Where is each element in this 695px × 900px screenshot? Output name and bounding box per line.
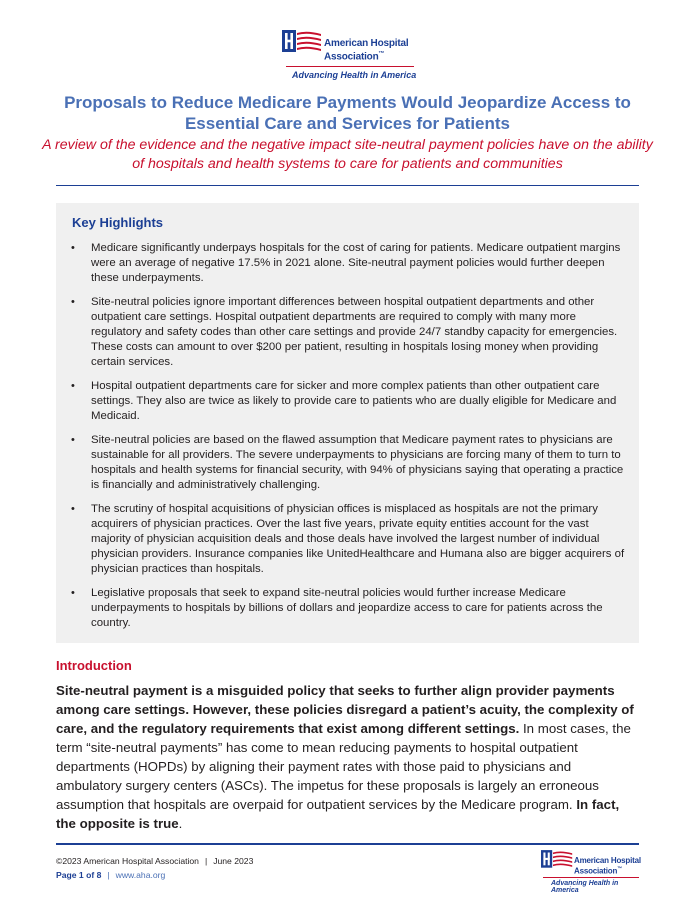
logo-divider bbox=[543, 877, 639, 878]
intro-bold-close: In fact, the opposite is true bbox=[56, 797, 620, 831]
bullet-icon: • bbox=[71, 587, 75, 599]
bullet-icon: • bbox=[71, 380, 75, 392]
bullet-icon: • bbox=[71, 296, 75, 308]
list-item bbox=[70, 433, 626, 493]
list-item-text: The scrutiny of hospital acquisitions of physician offices is misplaced as hospitals are not the primary acquirers of physician practices. Over the last five years, private equity entities account for the vast majority of physician acquisition deals and those deals have involved the largest number of individual physician providers. Insurance companies like UnitedHealthcare and Humana also are bigger acquirers of physician practices than hospitals. bbox=[91, 503, 625, 575]
brand-name-line1: American Hospital bbox=[324, 38, 409, 49]
brand-name-line2: Association bbox=[574, 866, 618, 876]
bullet-icon: • bbox=[71, 503, 75, 515]
aha-h-flag-logo-icon bbox=[282, 30, 322, 56]
header-divider bbox=[56, 185, 639, 186]
footer-divider bbox=[56, 843, 639, 845]
intro-bold-lead: Site-neutral payment is a misguided policy that seeks to further align provider payments among care settings. However, these policies disregard a patient’s acuity, the complexity of care, and the regulatory requirements that exist among different settings. bbox=[56, 683, 634, 736]
footer-url-link[interactable]: www.aha.org bbox=[115, 870, 166, 880]
brand-tagline: Advancing Health in America bbox=[551, 880, 619, 894]
list-item bbox=[70, 295, 626, 370]
intro-body: In most cases, the term “site-neutral payments” has come to mean reducing payments to hospital outpatient departments (HOPDs) by aligning their payment rates with those paid to physicians and ambulatory surgery centers (ASCs). The impetus for these proposals is largely an erroneous assumption that hospitals are overpaid for outpatient services by the Medicare program. bbox=[56, 721, 631, 812]
aha-h-flag-logo-icon bbox=[541, 850, 573, 871]
bullet-icon: • bbox=[71, 242, 75, 254]
aha-logo bbox=[282, 30, 422, 80]
bullet-icon: • bbox=[71, 434, 75, 446]
trademark: ™ bbox=[617, 866, 622, 872]
footer-separator: | bbox=[107, 870, 110, 880]
footer-separator: | bbox=[204, 856, 208, 866]
brand-name-line1: American Hospital bbox=[574, 856, 641, 865]
aha-footer-logo bbox=[541, 850, 641, 894]
introduction-heading: Introduction bbox=[56, 658, 132, 673]
intro-close-punct: . bbox=[178, 816, 183, 831]
page-subtitle: A review of the evidence and the negative impact site-neutral payment policies have on the ability of hospitals and health systems to care for patients and communities bbox=[42, 137, 653, 172]
footer-copyright-line bbox=[56, 856, 253, 866]
brand-name bbox=[324, 38, 408, 62]
list-item-text: Site-neutral policies ignore important differences between hospital outpatient departments and other outpatient care settings. Hospital outpatient departments are required to comply with many more regulatory and safety codes than other care settings and provide 24/7 standby capacity for emergencies. These costs can amount to over $200 per patient, resulting in hospitals losing money when providing certain services. bbox=[91, 296, 618, 368]
footer-copyright: ©2023 American Hospital Association bbox=[56, 856, 199, 866]
key-highlights-list bbox=[70, 241, 626, 640]
list-item bbox=[70, 502, 626, 577]
list-item bbox=[70, 379, 626, 424]
list-item-text: Hospital outpatient departments care for sicker and more complex patients than other outpatient care settings. They also are twice as likely to provide care to patients who are dually eligible for Medicare and Medicaid. bbox=[91, 380, 617, 422]
list-item-text: Medicare significantly underpays hospitals for the cost of caring for patients. Medicare outpatient margins were an average of negative 17.5% in 2021 alone. Site-neutral payment policies would further deepen these underpayments. bbox=[91, 242, 621, 284]
list-item-text: Site-neutral policies are based on the flawed assumption that Medicare payment rates to physicians are sustainable for all providers. The severe underpayments to physicians are forcing many of them to turn to hospitals and health systems for financial security, with 94% of physicians saying that operating a practice is financially and administratively challenging. bbox=[91, 434, 624, 491]
trademark: ™ bbox=[378, 51, 385, 57]
introduction-paragraph bbox=[56, 681, 640, 833]
brand-name bbox=[574, 856, 641, 876]
list-item bbox=[70, 241, 626, 286]
key-highlights-panel bbox=[56, 203, 639, 643]
list-item bbox=[70, 586, 626, 631]
brand-tagline: Advancing Health in America bbox=[292, 70, 417, 80]
footer-page-line bbox=[56, 870, 165, 880]
key-highlights-heading: Key Highlights bbox=[72, 215, 164, 230]
footer-date: June 2023 bbox=[213, 856, 254, 866]
brand-name-line2: Association bbox=[324, 51, 379, 63]
page-title: Proposals to Reduce Medicare Payments Would Jeopardize Access to Essential Care and Services for Patients bbox=[64, 93, 631, 133]
page-number: Page 1 of 8 bbox=[56, 870, 102, 880]
logo-divider bbox=[286, 66, 414, 67]
list-item-text: Legislative proposals that seek to expand site-neutral policies would further increase Medicare underpayments to hospitals by billions of dollars and jeopardize access to care for patients across the country. bbox=[91, 587, 603, 629]
